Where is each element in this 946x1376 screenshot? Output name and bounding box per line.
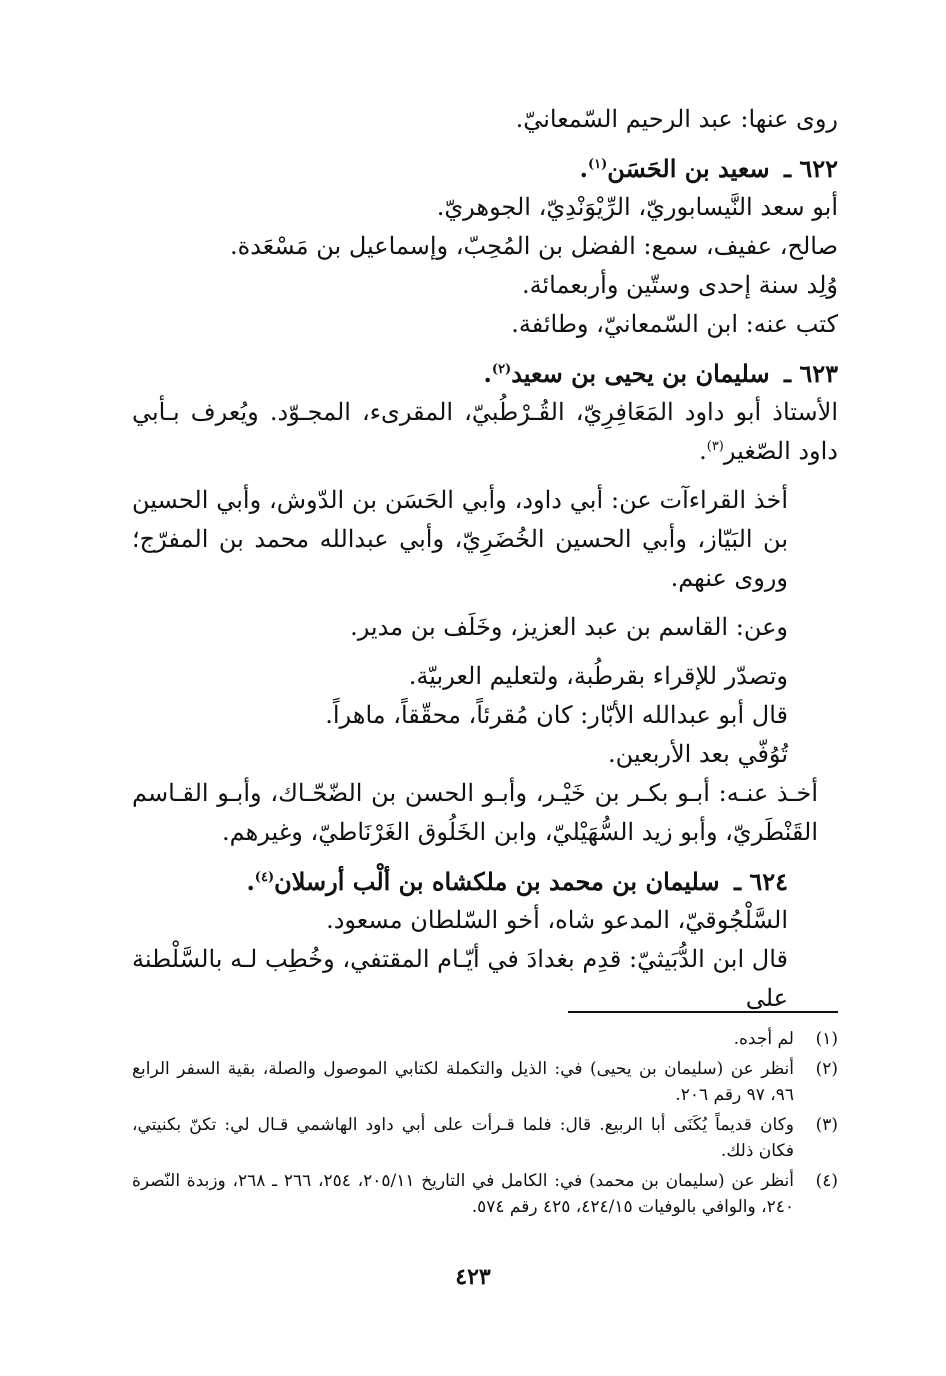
entry-heading-623: ٦٢٣ ـ سليمان بن يحيى بن سعيد$^{(٢)}$. (483, 359, 838, 388)
entry-heading-622: ٦٢٢ ـ سعيد بن الحَسَن$^{(١)}$. (579, 154, 838, 183)
text-line: تُوُفّي بعد الأربعين. (607, 740, 788, 768)
entry-name: سعيد بن الحَسَن (607, 154, 770, 183)
text-line: روى عنها: عبد الرحيم السّمعانيّ. (515, 105, 838, 133)
footnotes (132, 1026, 838, 1224)
footnote-number: (٣) (815, 1115, 838, 1135)
text-line: السَّلْجُوقيّ، المدعو شاه، أخو السّلطان مسعود. (326, 906, 788, 934)
main-text (132, 100, 838, 1018)
footnote-3 (132, 1112, 838, 1164)
text-line: وُلِد سنة إحدى وستّين وأربعمائة. (521, 271, 838, 299)
text-paragraph: أخذ القراءآت عن: أبي داود، وأبي الحَسَن بن الدّوش، وأبي الحسين بن البَيّاز، وأبي الحسين الخُضَرِيّ، وأبي عبدالله محمد بن المفرّج؛ وروى عنهم. (132, 486, 788, 592)
text-line: قال ابن الدُّبَيثيّ: قدِم بغدادَ في أيّـام المقتفي، وخُطِب لـه بالسَّلْطنة على (132, 945, 788, 1012)
entry-number: ٦٢٢ ـ (783, 154, 838, 183)
footnote-ref[interactable]: (٢) (491, 362, 512, 377)
footnote-text: أنظر عن (سليمان بن محمد) في: الكامل في التاريخ ٢٠٥/١١، ٢٥٤، ٢٦٦ ـ ٢٦٨، وزبدة النّصرة ٢٤٠، والوافي بالوفيات ٤٢٤/١٥، ٤٢٥ رقم ٥٧٤. (132, 1171, 795, 1217)
text-line: كتب عنه: ابن السّمعانيّ، وطائفة. (511, 310, 838, 338)
entry-name: سليمان بن يحيى بن سعيد (511, 359, 770, 388)
footnote-1 (132, 1026, 838, 1052)
entry-heading-624: ٦٢٤ ـ سليمان بن محمد بن ملكشاه بن ألْب أرسلان$^{(٤)}$. (246, 867, 788, 896)
text-line: أبو سعد النَّيسابوريّ، الرِّيْوَنْدِيّ، الجوهريّ. (436, 193, 838, 221)
footnote-number: (٤) (815, 1171, 838, 1191)
text-paragraph: أخـذ عنـه: أبـو بكـر بن خَيْـر، وأبـو الحسن بن الضّحّـاك، وأبـو القـاسم القَنْطَريّ، وأبو زيد السُّهَيْليّ، وابن الخَلُوق الغَرْنَاطيّ، وغيرهم. (132, 779, 818, 846)
footnote-2 (132, 1056, 838, 1108)
footnote-text: وكان قديماً يُكَنَى أبا الربيع. قال: فلما قـرأت على أبي داود الهاشمي قـال لي: تكنّ بكنيتي، فكان ذلك. (132, 1115, 794, 1161)
text-line: قال أبو عبدالله الأبّار: كان مُقرئاً، محقّقاً، ماهراً. (325, 701, 788, 729)
footnote-ref[interactable]: (١) (587, 157, 608, 172)
footnote-number: (٢) (815, 1059, 838, 1079)
text-paragraph: الأستاذ أبو داود المَعَافِرِيّ، القُـرْطُبيّ، المقرىء، المجـوّد. ويُعرف بـأبي داود الصّغير$^{(٣)}$. (132, 398, 838, 465)
footnote-text: أنظر عن (سليمان بن يحيى) في: الذيل والتكملة لكتابي الموصول والصلة، بقية السفر الرابع ٩٦، ٩٧ رقم ٢٠٦. (132, 1059, 794, 1105)
entry-number: ٦٢٤ ـ (733, 867, 788, 896)
text-line: وعن: القاسم بن عبد العزيز، وخَلَف بن مدير. (350, 613, 788, 641)
footnote-4 (132, 1168, 838, 1220)
footnote-divider (568, 1011, 838, 1013)
text-line: صالح، عفيف، سمع: الفضل بن المُحِبّ، وإسماعيل بن مَسْعَدة. (229, 232, 838, 260)
entry-number: ٦٢٣ ـ (783, 359, 838, 388)
text-line: وتصدّر للإقراء بقرطُبة، ولتعليم العربيّة. (408, 662, 788, 690)
entry-name: سليمان بن محمد بن ملكشاه بن ألْب أرسلان (274, 867, 720, 896)
footnote-ref[interactable]: (٣) (706, 439, 724, 454)
page-number: ٤٢٣ (455, 1264, 491, 1290)
footnote-number: (١) (815, 1029, 838, 1049)
footnote-ref[interactable]: (٤) (254, 870, 275, 885)
footnote-text: لم أجده. (733, 1029, 794, 1049)
